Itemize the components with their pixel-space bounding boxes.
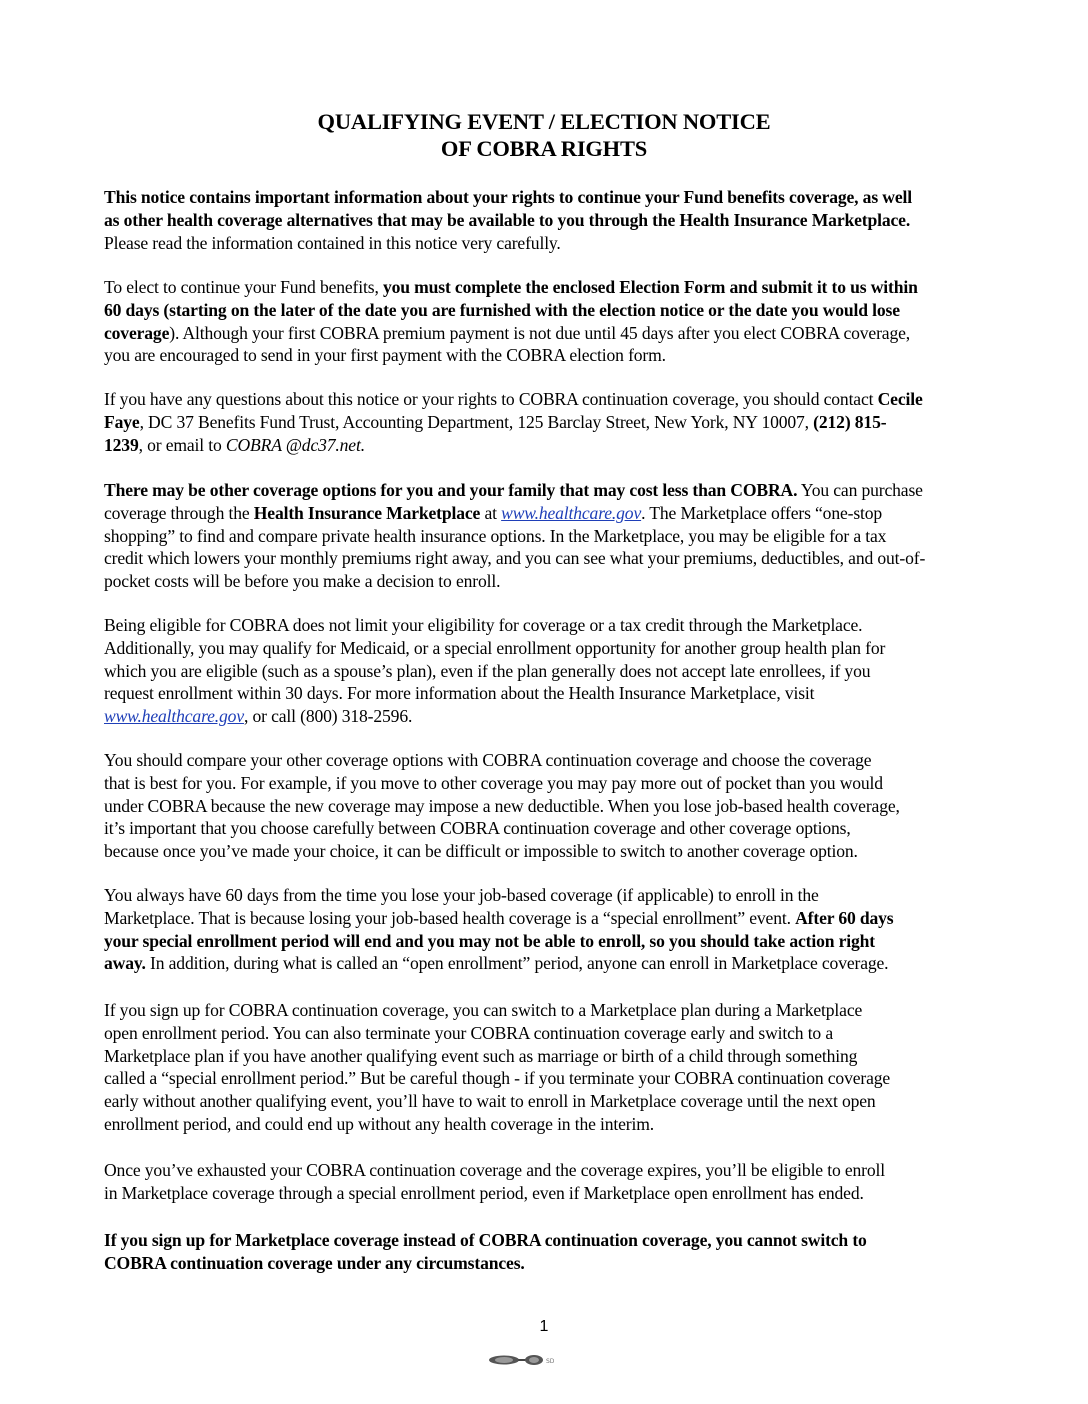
sixty-days-paragraph: You always have 60 days from the time you lose your job-based coverage (if applicable) to enroll in the Marketplace. That is because losing your job-based health coverage is a “special enrollment” event. After 60 days your special enrollment period will end and you may not be able to enroll, so you should take action right away. In addition, during what is called an “open enrollment” period, anyone can enroll in Marketplace coverage. xyxy=(104,885,894,974)
contact-address: , DC 37 Benefits Fund Trust, Accounting Department, 125 Barclay Street, New York, NY 10007, xyxy=(139,411,814,432)
exhausted-paragraph: Once you’ve exhausted your COBRA continuation coverage and the coverage expires, you’ll be eligible to enroll in Marketplace coverage through a special enrollment period, even if Marketplace open enrollment has ended. xyxy=(104,1160,885,1203)
document-title xyxy=(0,108,1088,162)
contact-paragraph: If you have any questions about this notice or your rights to COBRA continuation coverage, you should contact Cecile Faye, DC 37 Benefits Fund Trust, Accounting Department, 125 Barclay Street, New York, NY 10007, (212) 815- 1239, or email to COBRA @dc37.net. xyxy=(104,389,923,455)
compare-options-paragraph: You should compare your other coverage options with COBRA continuation coverage and choose the coverage that is best for you. For example, if you move to other coverage you may pay more out of pocket than you would under COBRA because the new coverage may impose a new deductible. When you lose job-based health coverage, it’s important that you choose carefully between COBRA continuation coverage and other coverage options, because once you’ve made your choice, it can be difficult or impossible to switch to another coverage option. xyxy=(104,750,900,862)
other-options-paragraph: There may be other coverage options for you and your family that may cost less than COBRA. You can purchase coverage through the Health Insurance Marketplace at www.healthcare.gov. The Marketplace offers “one-stop shopping” to find and compare private health insurance options. In the Marketplace, you may be eligible for a tax credit which lowers your monthly premiums right away, and you can see what your premiums, deductibles, and out-of- pocket costs will be before you make a decision to enroll. xyxy=(104,480,926,592)
warning-paragraph: If you sign up for Marketplace coverage instead of COBRA continuation coverage, you cannot switch to COBRA continuation coverage under any circumstances. xyxy=(104,1230,867,1273)
title-line-1: QUALIFYING EVENT / ELECTION NOTICE xyxy=(317,109,771,134)
healthcare-gov-link[interactable]: www.healthcare.gov xyxy=(104,706,244,727)
contact-name: Cecile xyxy=(877,389,923,409)
contact-phone: (212) 815- xyxy=(813,411,887,432)
svg-text:SD: SD xyxy=(546,1358,555,1365)
healthcare-gov-link[interactable]: www.healthcare.gov xyxy=(501,502,642,523)
union-bug-icon xyxy=(488,1352,568,1368)
title-line-2: OF COBRA RIGHTS xyxy=(440,136,648,161)
election-paragraph: To elect to continue your Fund benefits, you must complete the enclosed Election Form and submit it to us within 60 days (starting on the later of the date you are furnished with the election notice or the date you would lose coverage). Although your first COBRA premium payment is not due until 45 days after you elect COBRA coverage, you are encouraged to send in your first payment with the COBRA election form. xyxy=(104,277,918,366)
contact-email[interactable]: COBRA @dc37.net. xyxy=(225,434,365,455)
switch-paragraph: If you sign up for COBRA continuation coverage, you can switch to a Marketplace plan during a Marketplace open enrollment period. You can also terminate your COBRA continuation coverage early and switch to a Marketplace plan if you have another qualifying event such as marriage or birth of a child through something called a “special enrollment period.” But be careful though - if you terminate your COBRA continuation coverage early without another qualifying event, you’ll have to wait to enroll in Marketplace coverage until the next open enrollment period, and could end up without any health coverage in the interim. xyxy=(104,1000,891,1134)
page-number: 1 xyxy=(539,1318,549,1335)
intro-paragraph: This notice contains important information about your rights to continue your Fund benefits coverage, as well as other health coverage alternatives that may be available to you through the Health Insurance Marketplace. Please read the information contained in this notice very carefully. xyxy=(104,187,912,253)
eligibility-paragraph: Being eligible for COBRA does not limit your eligibility for coverage or a tax credit through the Marketplace. Additionally, you may qualify for Medicaid, or a special enrollment opportunity for another group health plan for which you are eligible (such as a spouse’s plan), even if the plan generally does not accept late enrollees, if you request enrollment within 30 days. For more information about the Health Insurance Marketplace, visit www.healthcare.gov, or call (800) 318-2596. xyxy=(104,615,886,727)
